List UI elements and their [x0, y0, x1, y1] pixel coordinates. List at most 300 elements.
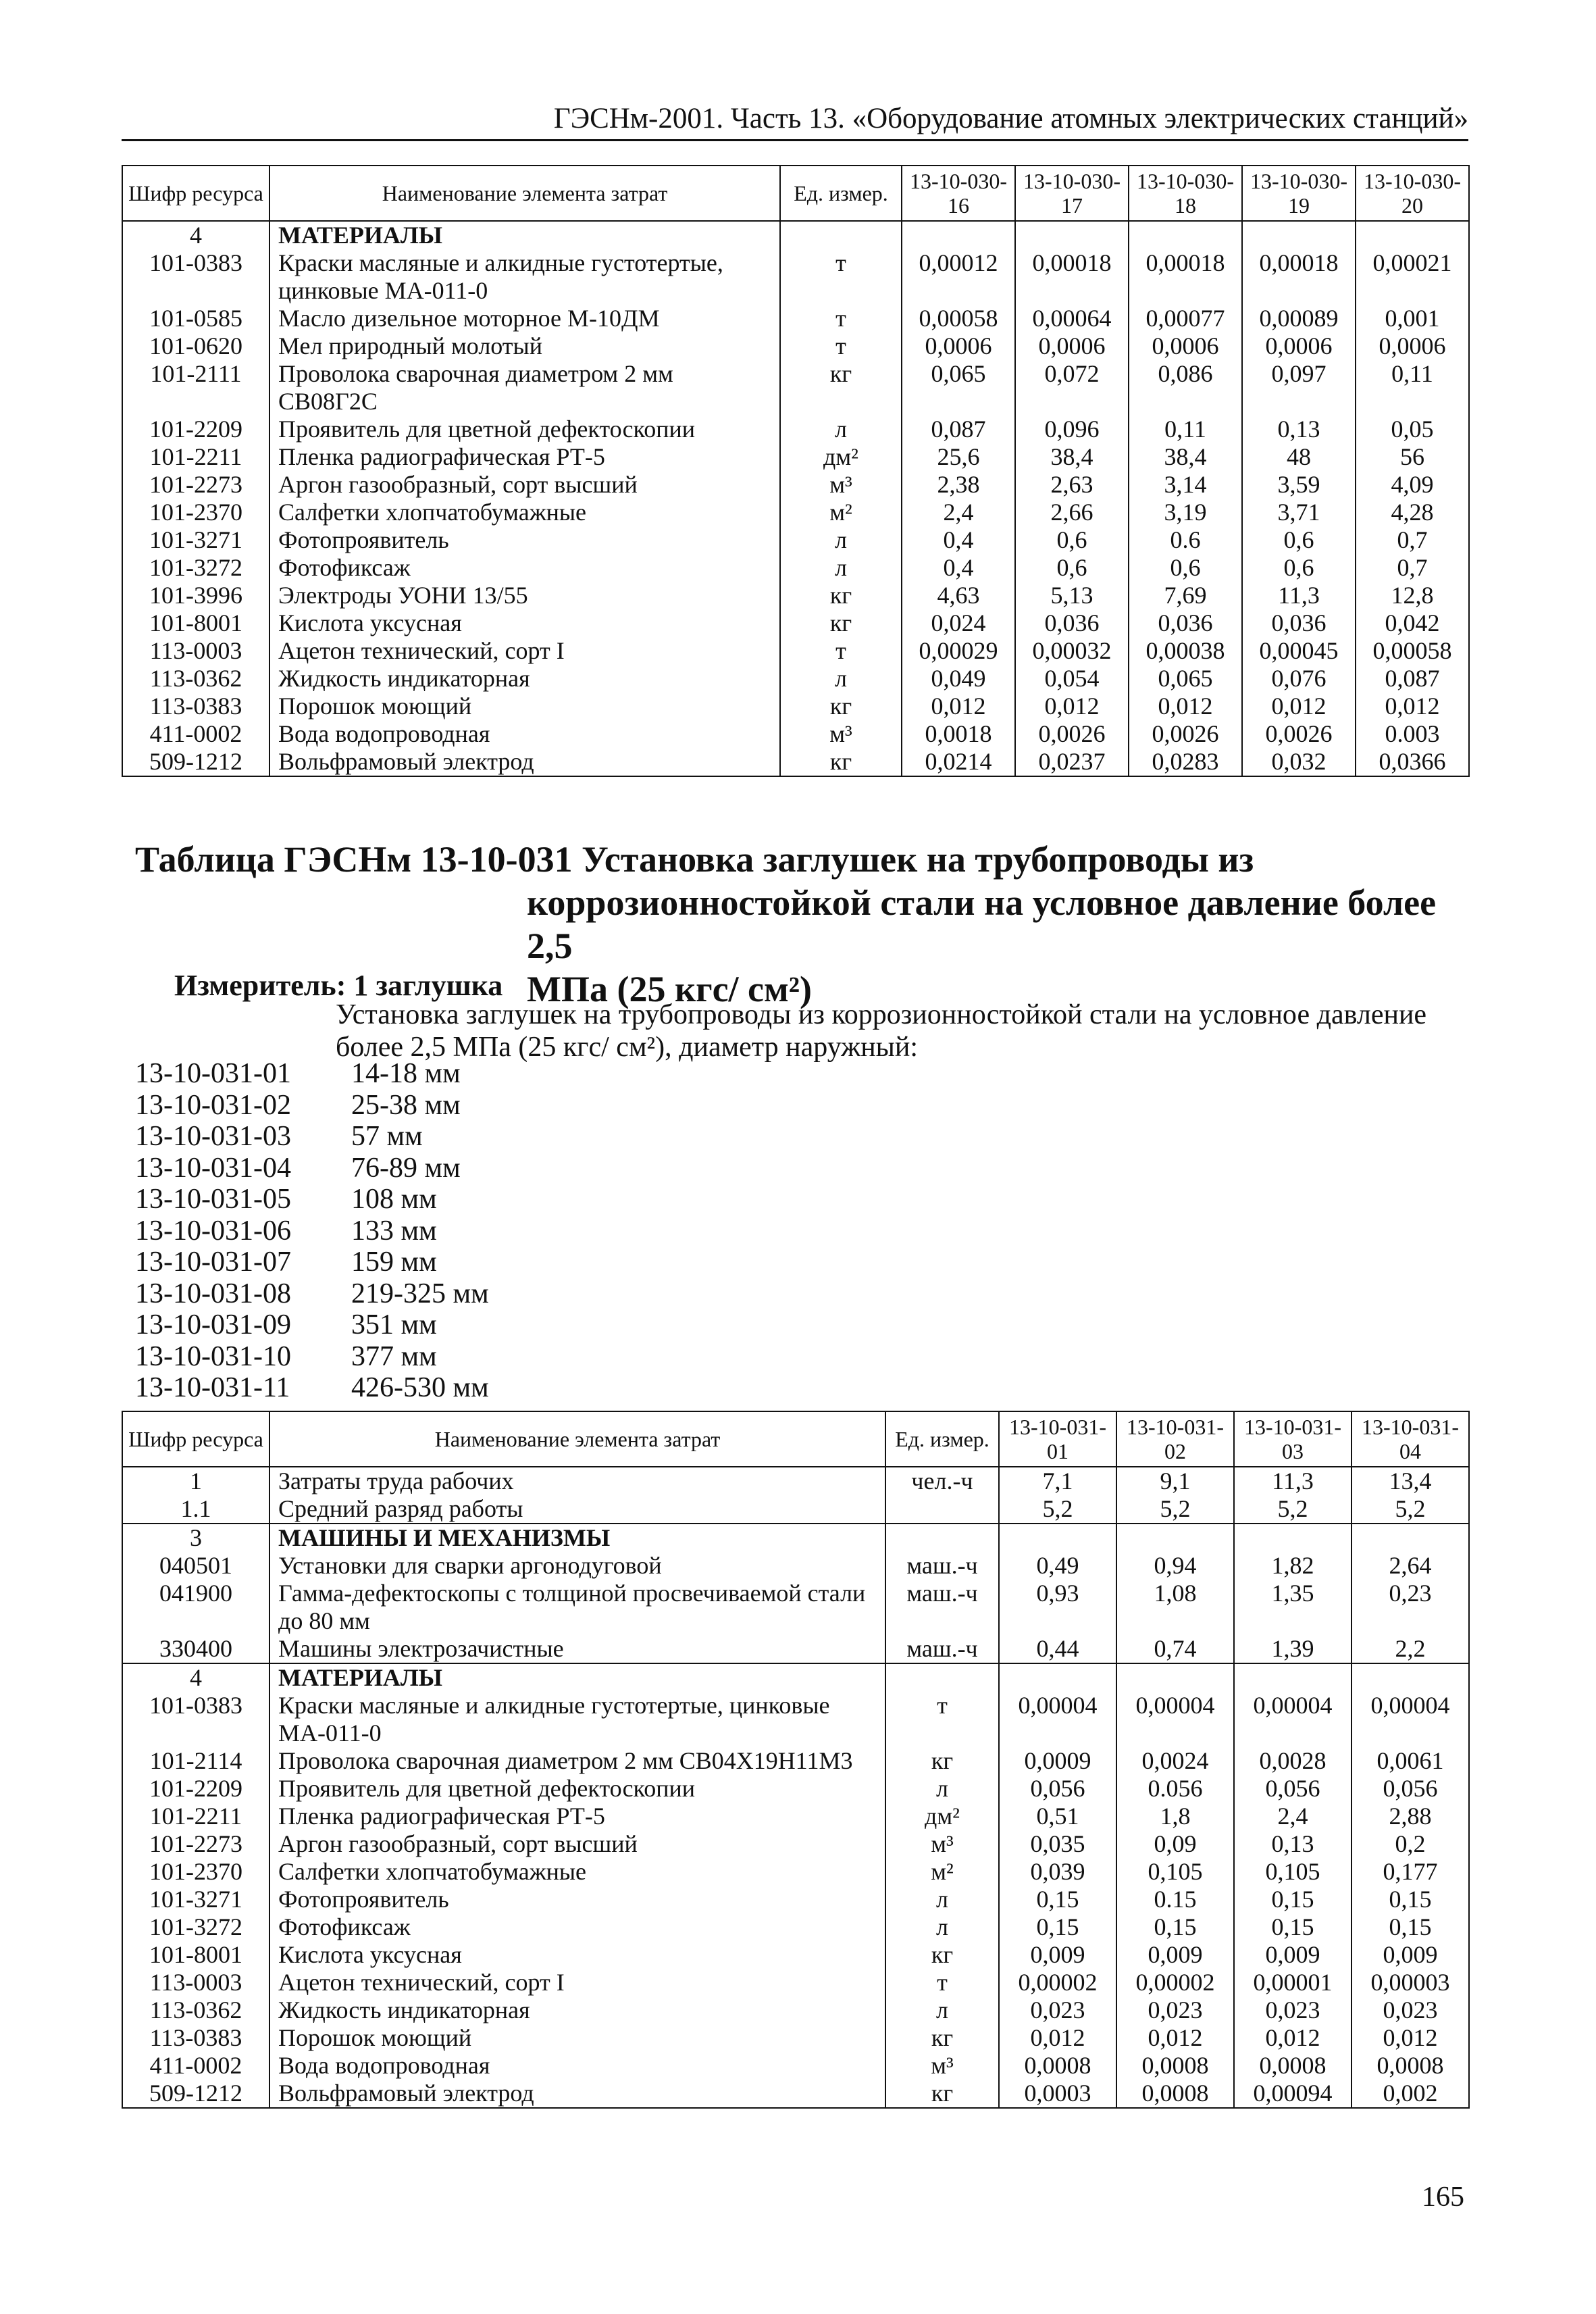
unit-cell: кг: [885, 1747, 999, 1775]
table-row: [122, 1913, 1469, 1941]
resource-name-cell: Порошок моющий: [269, 2024, 885, 2052]
value-cell: 0,023: [1116, 1996, 1234, 2024]
value-cell: 0,6: [1242, 526, 1356, 554]
value-cell: 11,3: [1242, 582, 1356, 609]
table-row: [122, 1858, 1469, 1886]
resource-name-cell: Вольфрамовый электрод: [269, 748, 780, 776]
resource-name-cell: Аргон газообразный, сорт высший: [269, 471, 780, 499]
value-cell: 38,4: [1015, 443, 1129, 471]
resource-name-cell: Порошок моющий: [269, 693, 780, 720]
resource-name-cell: Проволока сварочная диаметром 2 мм СВ08Г2С: [269, 360, 780, 416]
value-cell: 0,056: [1352, 1775, 1469, 1803]
resource-code-cell: 330400: [122, 1635, 269, 1663]
resource-code-cell: 041900: [122, 1580, 269, 1635]
value-cell: 0,2: [1352, 1830, 1469, 1858]
value-cell: 0,4: [902, 526, 1015, 554]
variant-row: [135, 1153, 489, 1184]
value-cell: [902, 221, 1015, 249]
resource-code-cell: 4: [122, 221, 269, 249]
value-cell: 7,69: [1129, 582, 1242, 609]
unit-cell: кг: [885, 2024, 999, 2052]
column-header: Наименование элемента затрат: [269, 166, 780, 221]
variant-description: 219-325 мм: [351, 1278, 489, 1309]
table-row: [122, 1803, 1469, 1830]
variant-code: 13-10-031-10: [135, 1340, 291, 1372]
variant-row: [135, 1372, 489, 1404]
value-cell: 0,09: [1116, 1830, 1234, 1858]
value-cell: 0,00032: [1015, 637, 1129, 665]
value-cell: [1352, 1663, 1469, 1692]
value-cell: 2,66: [1015, 499, 1129, 526]
value-cell: 0,6: [1015, 526, 1129, 554]
value-cell: 2,4: [1234, 1803, 1352, 1830]
section-name-cell: МАТЕРИАЛЫ: [269, 221, 780, 249]
value-cell: [1234, 1663, 1352, 1692]
value-cell: 0,11: [1356, 360, 1469, 416]
value-cell: 0,105: [1116, 1858, 1234, 1886]
resource-name-cell: Краски масляные и алкидные густотертые, цинковые МА-011-0: [269, 249, 780, 305]
resource-code-cell: 101-2370: [122, 1858, 269, 1886]
table-row: [122, 332, 1469, 360]
variant-row: [135, 1121, 489, 1153]
value-cell: 5,2: [999, 1495, 1116, 1524]
value-cell: 0,042: [1356, 609, 1469, 637]
value-cell: 0,23: [1352, 1580, 1469, 1635]
running-header: ГЭСНм-2001. Часть 13. «Оборудование атомных электрических станций»: [122, 101, 1468, 141]
value-cell: 0,00077: [1129, 305, 1242, 332]
unit-cell: кг: [780, 693, 902, 720]
section-name-cell: МАТЕРИАЛЫ: [269, 1663, 885, 1692]
table-row: [122, 2024, 1469, 2052]
section-row: [122, 221, 1469, 249]
value-cell: 0,74: [1116, 1635, 1234, 1663]
unit-cell: л: [780, 665, 902, 693]
value-cell: 0,0003: [999, 2080, 1116, 2108]
variant-code: 13-10-031-01: [135, 1058, 291, 1089]
value-cell: 2,38: [902, 471, 1015, 499]
value-cell: 0,0026: [1015, 720, 1129, 748]
resource-name-cell: Фотопроявитель: [269, 526, 780, 554]
value-cell: 0,11: [1129, 416, 1242, 443]
value-cell: 0,6: [1129, 554, 1242, 582]
resource-name-cell: Машины электрозачистные: [269, 1635, 885, 1663]
resource-code-cell: 4: [122, 1663, 269, 1692]
value-cell: 0.15: [1116, 1886, 1234, 1913]
value-cell: 0,6: [1242, 554, 1356, 582]
resource-code-cell: 411-0002: [122, 720, 269, 748]
unit-cell: чел.-ч: [885, 1467, 999, 1495]
value-cell: 0,012: [1234, 2024, 1352, 2052]
value-cell: 0,0366: [1356, 748, 1469, 776]
unit-cell: м²: [885, 1858, 999, 1886]
value-cell: 0,00004: [1234, 1692, 1352, 1747]
value-cell: 0,0024: [1116, 1747, 1234, 1775]
resource-code-cell: 101-2370: [122, 499, 269, 526]
resource-name-cell: Кислота уксусная: [269, 1941, 885, 1969]
unit-cell: т: [780, 332, 902, 360]
table-row: [122, 665, 1469, 693]
value-cell: 1,08: [1116, 1580, 1234, 1635]
value-cell: 4,09: [1356, 471, 1469, 499]
value-cell: 0,0026: [1242, 720, 1356, 748]
unit-cell: маш.-ч: [885, 1635, 999, 1663]
value-cell: [1352, 1524, 1469, 1552]
value-cell: 0.003: [1356, 720, 1469, 748]
resource-name-cell: Мел природный молотый: [269, 332, 780, 360]
value-cell: 0,049: [902, 665, 1015, 693]
column-header: 13-10-030-20: [1356, 166, 1469, 221]
variant-row: [135, 1090, 489, 1122]
variant-row: [135, 1215, 489, 1247]
value-cell: 0,0237: [1015, 748, 1129, 776]
value-cell: 38,4: [1129, 443, 1242, 471]
table-row: [122, 1775, 1469, 1803]
value-cell: 1,35: [1234, 1580, 1352, 1635]
value-cell: 0,023: [999, 1996, 1116, 2024]
resource-code-cell: 101-8001: [122, 1941, 269, 1969]
value-cell: 0,009: [999, 1941, 1116, 1969]
unit-cell: т: [780, 305, 902, 332]
value-cell: 0,00038: [1129, 637, 1242, 665]
value-cell: 0,15: [999, 1913, 1116, 1941]
value-cell: 0,93: [999, 1580, 1116, 1635]
resource-name-cell: Средний разряд работы: [269, 1495, 885, 1524]
value-cell: 0,0006: [902, 332, 1015, 360]
resource-name-cell: Жидкость индикаторная: [269, 1996, 885, 2024]
variant-row: [135, 1184, 489, 1215]
value-cell: 0,0006: [1129, 332, 1242, 360]
value-cell: 4,63: [902, 582, 1015, 609]
section-row: [122, 1524, 1469, 1552]
table-row: [122, 1467, 1469, 1495]
table-row: [122, 554, 1469, 582]
resource-code-cell: 113-0362: [122, 1996, 269, 2024]
value-cell: 0,0008: [999, 2052, 1116, 2080]
resource-code-cell: 509-1212: [122, 2080, 269, 2108]
variant-code: 13-10-031-11: [135, 1372, 290, 1403]
value-cell: 0,009: [1352, 1941, 1469, 1969]
measure-unit: Измеритель: 1 заглушка: [174, 969, 503, 1002]
unit-cell: л: [780, 554, 902, 582]
value-cell: 5,2: [1116, 1495, 1234, 1524]
value-cell: 0,00045: [1242, 637, 1356, 665]
value-cell: 0,065: [1129, 665, 1242, 693]
value-cell: 0,00018: [1242, 249, 1356, 305]
value-cell: 0,012: [1116, 2024, 1234, 2052]
value-cell: 0,032: [1242, 748, 1356, 776]
unit-cell: кг: [885, 2080, 999, 2108]
column-header: 13-10-031-03: [1234, 1411, 1352, 1467]
value-cell: 25,6: [902, 443, 1015, 471]
value-cell: 9,1: [1116, 1467, 1234, 1495]
resource-name-cell: Проявитель для цветной дефектоскопии: [269, 1775, 885, 1803]
value-cell: [1129, 221, 1242, 249]
column-header: Шифр ресурса: [122, 166, 269, 221]
table-row: [122, 637, 1469, 665]
variant-description: 377 мм: [351, 1340, 437, 1372]
value-cell: 0,49: [999, 1552, 1116, 1580]
table-row: [122, 693, 1469, 720]
resource-code-cell: 3: [122, 1524, 269, 1552]
table-row: [122, 582, 1469, 609]
column-header: 13-10-030-18: [1129, 166, 1242, 221]
value-cell: 2,2: [1352, 1635, 1469, 1663]
column-header: Ед. измер.: [885, 1411, 999, 1467]
value-cell: 48: [1242, 443, 1356, 471]
resource-code-cell: 040501: [122, 1552, 269, 1580]
value-cell: 2,64: [1352, 1552, 1469, 1580]
resource-code-cell: 101-2111: [122, 360, 269, 416]
table-row: [122, 526, 1469, 554]
resource-name-cell: Вольфрамовый электрод: [269, 2080, 885, 2108]
value-cell: 0,097: [1242, 360, 1356, 416]
value-cell: 0,0008: [1116, 2080, 1234, 2108]
value-cell: 0,023: [1234, 1996, 1352, 2024]
unit-cell: маш.-ч: [885, 1580, 999, 1635]
value-cell: 0,056: [999, 1775, 1116, 1803]
resource-code-cell: 101-3272: [122, 1913, 269, 1941]
value-cell: 3,14: [1129, 471, 1242, 499]
resource-code-cell: 101-3272: [122, 554, 269, 582]
variant-list: [135, 1058, 489, 1404]
value-cell: [999, 1663, 1116, 1692]
resource-name-cell: Гамма-дефектоскопы с толщиной просвечиваемой стали до 80 мм: [269, 1580, 885, 1635]
table-row: [122, 1692, 1469, 1747]
unit-cell: л: [780, 416, 902, 443]
value-cell: 0,00003: [1352, 1969, 1469, 1996]
section-row: [122, 1663, 1469, 1692]
unit-cell: кг: [780, 582, 902, 609]
value-cell: 0,00089: [1242, 305, 1356, 332]
table-row: [122, 1635, 1469, 1663]
resource-code-cell: 101-3996: [122, 582, 269, 609]
resource-name-cell: Вода водопроводная: [269, 2052, 885, 2080]
value-cell: 0,086: [1129, 360, 1242, 416]
value-cell: 0,00018: [1129, 249, 1242, 305]
value-cell: 0,056: [1234, 1775, 1352, 1803]
resource-name-cell: Электроды УОНИ 13/55: [269, 582, 780, 609]
table-header-row: [122, 166, 1469, 221]
value-cell: 0,0026: [1129, 720, 1242, 748]
table-row: [122, 1495, 1469, 1524]
value-cell: 0,012: [1242, 693, 1356, 720]
value-cell: 1,39: [1234, 1635, 1352, 1663]
value-cell: 0,012: [1129, 693, 1242, 720]
resource-code-cell: 1.1: [122, 1495, 269, 1524]
value-cell: 0,00018: [1015, 249, 1129, 305]
value-cell: 0,072: [1015, 360, 1129, 416]
value-cell: 0,0008: [1234, 2052, 1352, 2080]
variant-row: [135, 1278, 489, 1310]
value-cell: 12,8: [1356, 582, 1469, 609]
table-row: [122, 1941, 1469, 1969]
value-cell: 0,012: [1015, 693, 1129, 720]
table-row: [122, 1552, 1469, 1580]
table-row: [122, 416, 1469, 443]
section-title-line: коррозионностойкой стали на условное давление более 2,5: [527, 882, 1437, 966]
resource-name-cell: Ацетон технический, сорт I: [269, 1969, 885, 1996]
value-cell: 0,15: [1352, 1886, 1469, 1913]
value-cell: 0,15: [1352, 1913, 1469, 1941]
value-cell: 56: [1356, 443, 1469, 471]
value-cell: 0,0008: [1352, 2052, 1469, 2080]
value-cell: [999, 1524, 1116, 1552]
unit-cell: дм²: [885, 1803, 999, 1830]
value-cell: 0,0009: [999, 1747, 1116, 1775]
resource-name-cell: Пленка радиографическая РТ-5: [269, 443, 780, 471]
value-cell: 0,00002: [999, 1969, 1116, 1996]
value-cell: 11,3: [1234, 1467, 1352, 1495]
resource-name-cell: Фотофиксаж: [269, 1913, 885, 1941]
column-header: 13-10-031-02: [1116, 1411, 1234, 1467]
resource-code-cell: 113-0003: [122, 637, 269, 665]
variant-code: 13-10-031-03: [135, 1121, 291, 1152]
resource-table-030: [122, 165, 1470, 777]
value-cell: 0,13: [1242, 416, 1356, 443]
unit-cell: м³: [885, 1830, 999, 1858]
table-row: [122, 748, 1469, 776]
resource-name-cell: Салфетки хлопчатобумажные: [269, 499, 780, 526]
resource-code-cell: 113-0362: [122, 665, 269, 693]
column-header: Ед. измер.: [780, 166, 902, 221]
resource-code-cell: 1: [122, 1467, 269, 1495]
unit-cell: [885, 1524, 999, 1552]
value-cell: 0,0061: [1352, 1747, 1469, 1775]
value-cell: 0,13: [1234, 1830, 1352, 1858]
value-cell: [1015, 221, 1129, 249]
resource-code-cell: 113-0383: [122, 2024, 269, 2052]
value-cell: 13,4: [1352, 1467, 1469, 1495]
unit-cell: т: [885, 1969, 999, 1996]
unit-cell: кг: [780, 748, 902, 776]
value-cell: 0,036: [1129, 609, 1242, 637]
resource-code-cell: 101-2209: [122, 416, 269, 443]
value-cell: 0,012: [902, 693, 1015, 720]
variant-description: 133 мм: [351, 1215, 437, 1247]
resource-code-cell: 101-2273: [122, 471, 269, 499]
value-cell: 0,0006: [1015, 332, 1129, 360]
section-title-line: Таблица ГЭСНм 13-10-031 Установка заглушек на трубопроводы из: [135, 839, 1254, 880]
value-cell: 5,2: [1234, 1495, 1352, 1524]
value-cell: 0,00004: [999, 1692, 1116, 1747]
value-cell: 0,00094: [1234, 2080, 1352, 2108]
value-cell: 3,71: [1242, 499, 1356, 526]
resource-name-cell: Фотопроявитель: [269, 1886, 885, 1913]
variant-row: [135, 1058, 489, 1090]
table-row: [122, 2052, 1469, 2080]
section-title-line: МПа (25 кгс/ см²): [527, 969, 812, 1009]
value-cell: 0,00002: [1116, 1969, 1234, 1996]
variant-description: 426-530 мм: [351, 1372, 489, 1403]
unit-cell: л: [885, 1913, 999, 1941]
value-cell: 0,002: [1352, 2080, 1469, 2108]
value-cell: 4,28: [1356, 499, 1469, 526]
value-cell: 0,0008: [1116, 2052, 1234, 2080]
resource-code-cell: 101-0383: [122, 1692, 269, 1747]
value-cell: 0,4: [902, 554, 1015, 582]
variant-description: 351 мм: [351, 1309, 437, 1340]
value-cell: 0,036: [1015, 609, 1129, 637]
table-row: [122, 360, 1469, 416]
resource-code-cell: 101-0383: [122, 249, 269, 305]
value-cell: 0,00058: [1356, 637, 1469, 665]
resource-code-cell: 101-2273: [122, 1830, 269, 1858]
value-cell: 0,7: [1356, 526, 1469, 554]
resource-name-cell: Салфетки хлопчатобумажные: [269, 1858, 885, 1886]
resource-name-cell: Кислота уксусная: [269, 609, 780, 637]
table-row: [122, 2080, 1469, 2108]
value-cell: [1356, 221, 1469, 249]
table-row: [122, 443, 1469, 471]
resource-code-cell: 101-2114: [122, 1747, 269, 1775]
unit-cell: т: [885, 1692, 999, 1747]
value-cell: 2,63: [1015, 471, 1129, 499]
value-cell: 0,012: [1352, 2024, 1469, 2052]
value-cell: 0,00004: [1116, 1692, 1234, 1747]
value-cell: 1,82: [1234, 1552, 1352, 1580]
value-cell: 0,51: [999, 1803, 1116, 1830]
value-cell: [1116, 1524, 1234, 1552]
value-cell: 0,177: [1352, 1858, 1469, 1886]
value-cell: [1234, 1524, 1352, 1552]
unit-cell: кг: [780, 609, 902, 637]
value-cell: 0,065: [902, 360, 1015, 416]
table-row: [122, 1580, 1469, 1635]
resource-name-cell: Затраты труда рабочих: [269, 1467, 885, 1495]
value-cell: 0,001: [1356, 305, 1469, 332]
value-cell: 0,0018: [902, 720, 1015, 748]
resource-code-cell: 101-8001: [122, 609, 269, 637]
value-cell: 0,0283: [1129, 748, 1242, 776]
table-row: [122, 609, 1469, 637]
resource-code-cell: 113-0003: [122, 1969, 269, 1996]
value-cell: 0,0006: [1242, 332, 1356, 360]
value-cell: 0,05: [1356, 416, 1469, 443]
unit-cell: кг: [780, 360, 902, 416]
unit-cell: м³: [885, 2052, 999, 2080]
value-cell: 0,023: [1352, 1996, 1469, 2024]
unit-cell: т: [780, 249, 902, 305]
value-cell: 0,087: [902, 416, 1015, 443]
variant-description: 14-18 мм: [351, 1058, 461, 1089]
resource-name-cell: Пленка радиографическая РТ-5: [269, 1803, 885, 1830]
value-cell: 0,105: [1234, 1858, 1352, 1886]
resource-name-cell: Жидкость индикаторная: [269, 665, 780, 693]
value-cell: 0,00004: [1352, 1692, 1469, 1747]
variant-description: 57 мм: [351, 1121, 423, 1152]
value-cell: 0,6: [1015, 554, 1129, 582]
resource-name-cell: Проволока сварочная диаметром 2 мм СВ04Х19Н11М3: [269, 1747, 885, 1775]
unit-cell: [885, 1663, 999, 1692]
variant-description: 25-38 мм: [351, 1089, 461, 1121]
variant-row: [135, 1341, 489, 1373]
variant-code: 13-10-031-02: [135, 1089, 291, 1121]
unit-cell: л: [885, 1996, 999, 2024]
value-cell: 0,076: [1242, 665, 1356, 693]
variant-description: 159 мм: [351, 1247, 437, 1278]
resource-name-cell: Проявитель для цветной дефектоскопии: [269, 416, 780, 443]
table-header-row: [122, 1411, 1469, 1467]
value-cell: 0,00021: [1356, 249, 1469, 305]
unit-cell: л: [780, 526, 902, 554]
resource-code-cell: 101-2211: [122, 1803, 269, 1830]
resource-code-cell: 101-2211: [122, 443, 269, 471]
resource-name-cell: Ацетон технический, сорт I: [269, 637, 780, 665]
value-cell: 0,024: [902, 609, 1015, 637]
variant-code: 13-10-031-04: [135, 1152, 291, 1184]
column-header: 13-10-030-17: [1015, 166, 1129, 221]
column-header: 13-10-031-04: [1352, 1411, 1469, 1467]
